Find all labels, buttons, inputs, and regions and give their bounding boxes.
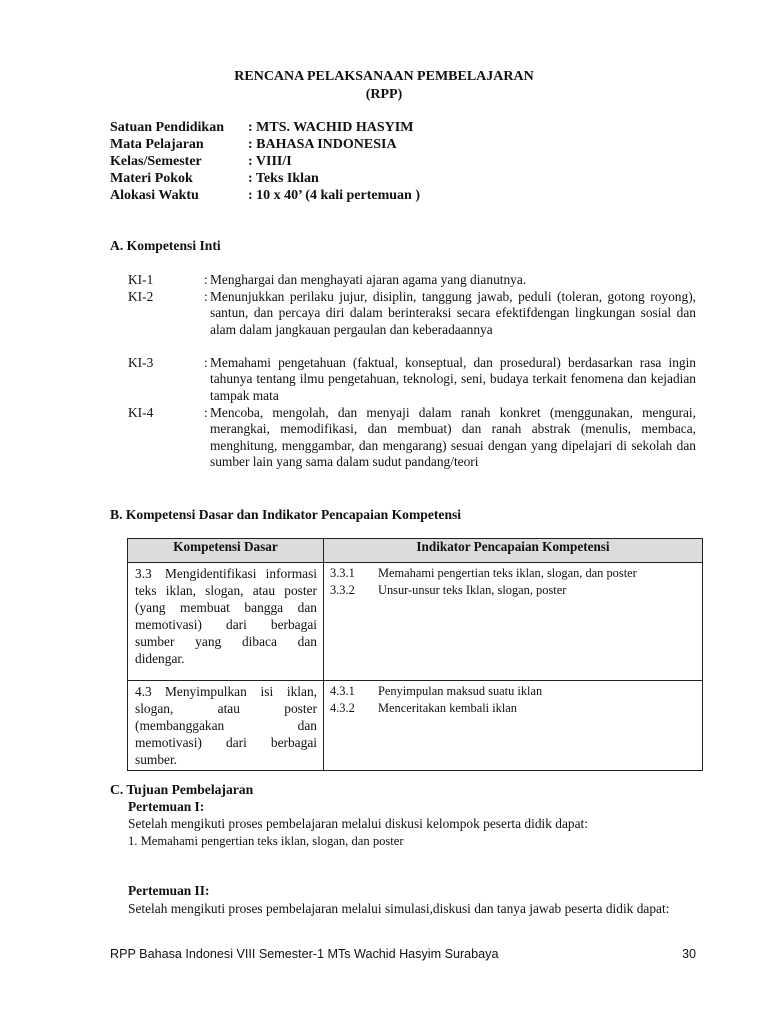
page-number: 30 [681,947,696,961]
competency-table [127,538,703,771]
identity-label: Materi Pokok [110,171,193,186]
meeting-2-intro: Setelah mengikuti proses pembelajaran melalui simulasi,diskusi dan tanya jawab peserta didik dapat: [128,901,670,916]
ki-colon: : [204,272,208,287]
ki-code: KI-4 [128,405,154,420]
table-header-indicator: Indikator Pencapaian Kompetensi [324,539,703,563]
section-b-heading: B. Kompetensi Dasar dan Indikator Pencapaian Kompetensi [110,507,462,522]
kd-text: Mengidentifikasi informasi teks iklan, slogan, atau poster (yang membuat bangga dan memotivasi) dari berbagai sumber yang dibaca dan didengar. [135,566,317,666]
table-header-row [128,539,703,563]
ki-text: Mencoba, mengolah, dan menyaji dalam ranah konkret (menggunakan, mengurai, merangkai, memodifikasi, dan membuat) dan ranah abstrak (menulis, membaca, menghitung, menggambar, dan mengarang) sesuai dengan yang dipelajari di sekolah dan sumber lain yang sama dalam sudut pandang/teori [210,405,696,469]
kd-number: 3.3 [135,566,152,581]
footer-text: RPP Bahasa Indonesi VIII Semester-1 MTs Wachid Hasyim Surabaya [110,947,499,961]
identity-value: : BAHASA INDONESIA [248,137,397,152]
identity-value: : Teks Iklan [248,171,319,186]
identity-label: Kelas/Semester [110,154,202,169]
indicator-number: 4.3.1 [330,684,355,698]
ki-code: KI-3 [128,355,154,370]
table-row [128,681,703,771]
meeting-2-title: Pertemuan II: [128,883,210,898]
indicator-item [330,582,696,599]
kd-cell [128,681,324,771]
indicator-item [330,700,696,717]
indicator-number: 3.3.2 [330,582,355,597]
kd-cell [128,563,324,681]
identity-label: Mata Pelajaran [110,137,204,152]
ki-code: KI-2 [128,289,154,304]
identity-value: : MTS. WACHID HASYIM [248,120,414,135]
ki-colon: : [204,405,208,420]
kd-number: 4.3 [135,684,152,699]
indicator-text: Menceritakan kembali iklan [378,700,517,715]
kd-content [135,683,317,768]
identity-label: Alokasi Waktu [110,188,199,203]
ki-colon: : [204,355,208,370]
document-title: RENCANA PELAKSANAAN PEMBELAJARAN [234,69,534,84]
identity-value: : 10 x 40’ (4 kali pertemuan ) [248,188,420,203]
indicator-cell [324,681,703,771]
indicator-cell [324,563,703,681]
kd-content [135,565,317,667]
indicator-text: Unsur-unsur teks Iklan, slogan, poster [378,582,567,597]
document-subtitle: (RPP) [365,87,403,102]
indicator-item [330,683,696,700]
identity-label: Satuan Pendidikan [110,120,224,135]
kd-text: Menyimpulkan isi iklan, slogan, atau poster (membanggakan dan memotivasi) dari berbagai sumber. [135,684,317,767]
indicator-number: 3.3.1 [330,566,355,580]
ki-colon: : [204,289,208,304]
section-a-heading: A. Kompetensi Inti [110,238,221,253]
indicator-text: Memahami pengertian teks iklan, slogan, dan poster [378,566,637,580]
meeting-1-objective: 1. Memahami pengertian teks iklan, slogan, dan poster [128,834,404,848]
table-header-kd: Kompetensi Dasar [128,539,324,563]
table-row [128,563,703,681]
meeting-1-intro: Setelah mengikuti proses pembelajaran melalui diskusi kelompok peserta didik dapat: [128,816,589,831]
ki-text: Menghargai dan menghayati ajaran agama yang dianutnya. [210,272,527,287]
indicator-number: 4.3.2 [330,700,355,715]
ki-text: Menunjukkan perilaku jujur, disiplin, tanggung jawab, peduli (toleran, gotong royong), santun, dan percaya diri dalam berinteraksi secara efektifdengan lingkungan sosial dan alam dalam jangkauan pergaulan dan keberadaannya [210,289,696,337]
identity-value: : VIII/I [248,154,292,169]
ki-code: KI-1 [128,272,154,287]
section-c-heading: C. Tujuan Pembelajaran [110,782,254,797]
indicator-text: Penyimpulan maksud suatu iklan [378,684,543,698]
ki-text: Memahami pengetahuan (faktual, konseptual, dan prosedural) berdasarkan rasa ingin tahunya tentang ilmu pengetahuan, teknologi, seni, budaya terkait fenomena dan kejadian tampak mata [210,355,696,403]
indicator-item [330,565,696,582]
meeting-1-title: Pertemuan I: [128,799,205,814]
